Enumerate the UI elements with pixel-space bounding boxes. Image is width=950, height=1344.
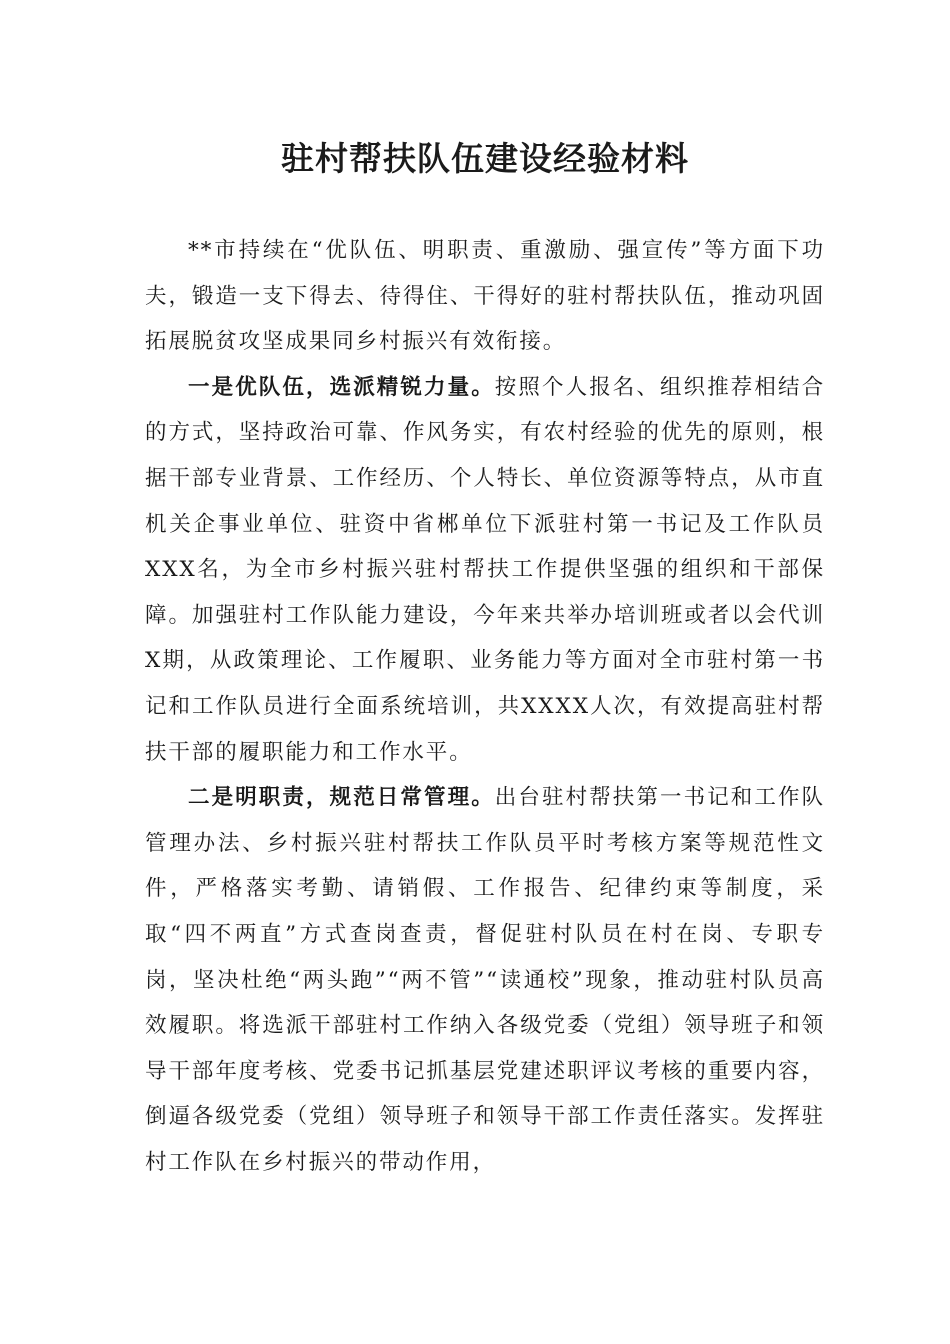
paragraph-intro-text: **市持续在“优队伍、明职责、重激励、强宣传”等方面下功夫，锻造一支下得去、待得住、干得好的驻村帮扶队伍，推动巩固拓展脱贫攻坚成果同乡村振兴有效衔接。 <box>145 238 825 355</box>
paragraph-two <box>145 775 825 1185</box>
paragraph-two-text: 出台驻村帮扶第一书记和工作队管理办法、乡村振兴驻村帮扶工作队员平时考核方案等规范性文件，严格落实考勤、请销假、工作报告、纪律约束等制度，采取“四不两直”方式查岗查责，督促驻村队员在村在岗、专职专岗，坚决杜绝“两头跑”“两不管”“读通校”现象，推动驻村队员高效履职。将选派干部驻村工作纳入各级党委（党组）领导班子和领导干部年度考核、党委书记抓基层党建述职评议考核的重要内容，倒逼各级党委（党组）领导班子和领导干部工作责任落实。发挥驻村工作队在乡村振兴的带动作用， <box>145 785 825 1175</box>
paragraph-intro <box>145 228 825 365</box>
paragraph-one-text: 按照个人报名、组织推荐相结合的方式，坚持政治可靠、作风务实，有农村经验的优先的原则，根据干部专业背景、工作经历、个人特长、单位资源等特点，从市直机关企事业单位、驻资中省郴单位下派驻村第一书记及工作队员XXX名，为全市乡村振兴驻村帮扶工作提供坚强的组织和干部保障。加强驻村工作队能力建设，今年来共举办培训班或者以会代训X期，从政策理论、工作履职、业务能力等方面对全市驻村第一书记和工作队员进行全面系统培训，共XXXX人次，有效提高驻村帮扶干部的履职能力和工作水平。 <box>145 374 825 765</box>
document-title: 驻村帮扶队伍建设经验材料 <box>281 139 689 178</box>
paragraph-one-heading: 一是优队伍，选派精锐力量。 <box>188 374 495 400</box>
document-body <box>145 228 825 1185</box>
paragraph-one <box>145 365 825 775</box>
paragraph-two-heading: 二是明职责，规范日常管理。 <box>188 785 495 811</box>
